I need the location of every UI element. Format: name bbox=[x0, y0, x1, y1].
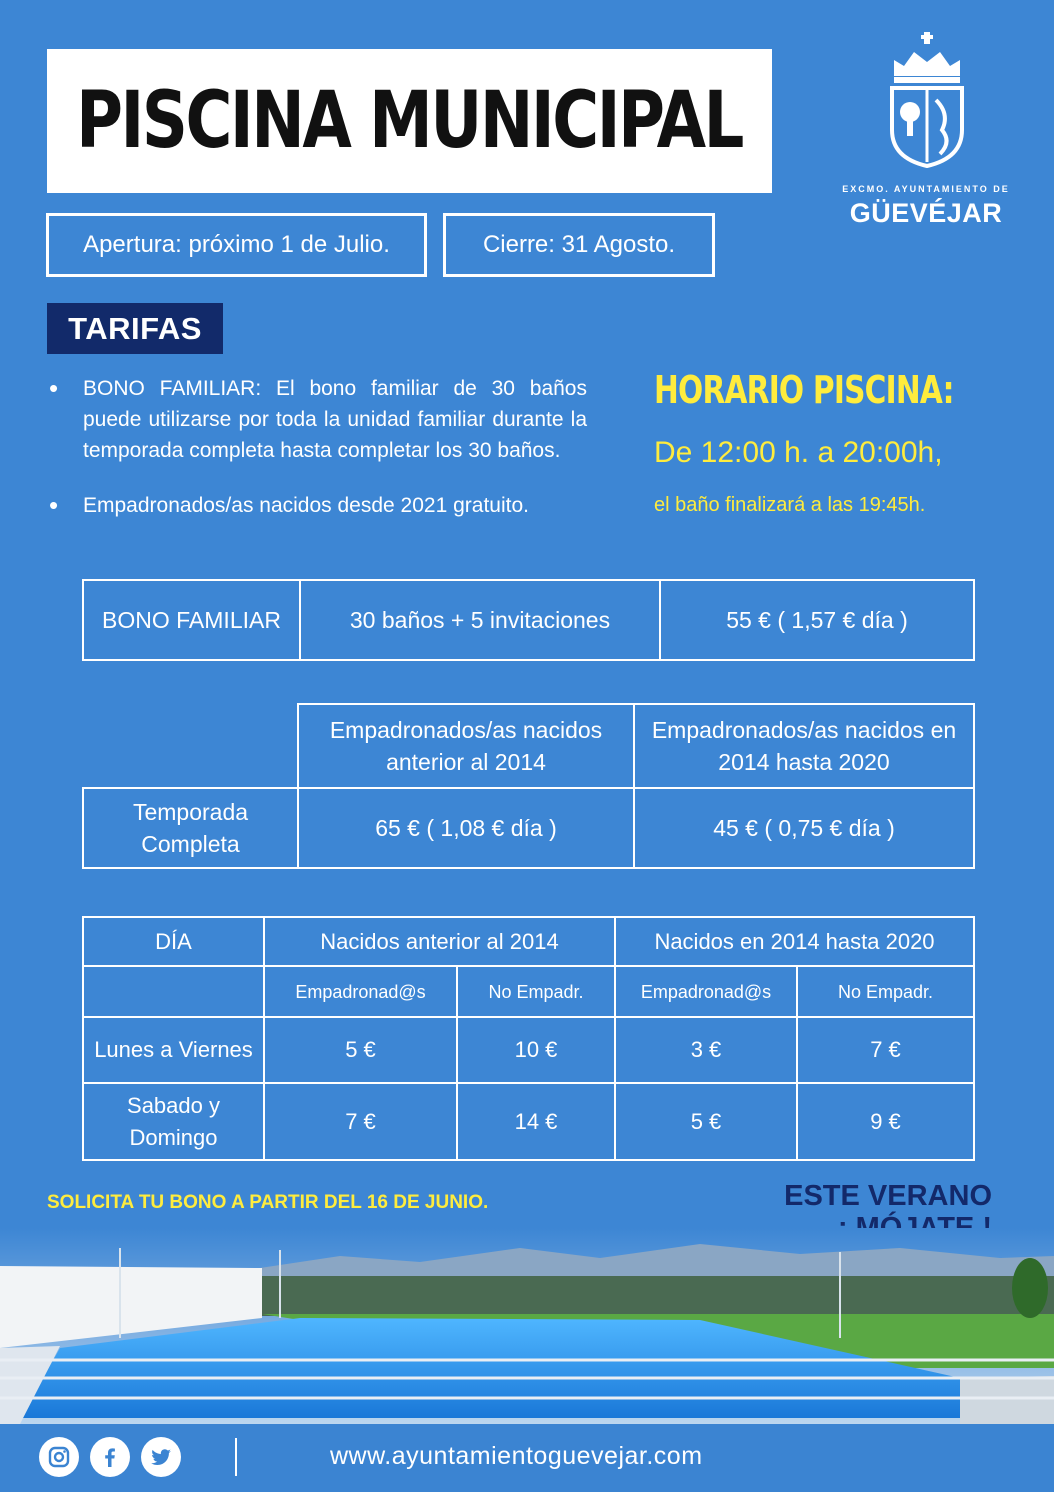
tarifas-label: TARIFAS bbox=[68, 310, 202, 346]
sub-header: Empadronad@s bbox=[264, 966, 457, 1017]
pool-photo bbox=[0, 1228, 1054, 1424]
facebook-icon[interactable] bbox=[90, 1437, 130, 1477]
apertura-text: Apertura: próximo 1 de Julio. bbox=[83, 231, 390, 258]
bullet-text: Empadronados/as nacidos desde 2021 gratuito. bbox=[83, 494, 529, 517]
daily-table bbox=[82, 916, 975, 1161]
horario-note: el baño finalizará a las 19:45h. bbox=[654, 494, 926, 516]
price-cell: 45 € ( 0,75 € día ) bbox=[634, 788, 974, 868]
empty-cell bbox=[83, 704, 298, 788]
price-cell: 10 € bbox=[457, 1017, 615, 1083]
horario-time: De 12:00 h. a 20:00h, bbox=[654, 436, 943, 469]
coat-of-arms-icon bbox=[880, 30, 974, 170]
sub-header: No Empadr. bbox=[797, 966, 974, 1017]
cierre-box bbox=[443, 213, 715, 277]
column-header: Empadronados/as nacidos anterior al 2014 bbox=[298, 704, 634, 788]
tarifas-heading bbox=[47, 303, 223, 354]
sub-header: Empadronad@s bbox=[615, 966, 797, 1017]
solicita-text: SOLICITA TU BONO A PARTIR DEL 16 DE JUNIO. bbox=[47, 1192, 489, 1213]
website-link[interactable]: www.ayuntamientoguevejar.com bbox=[330, 1442, 703, 1470]
bullet-icon: • bbox=[49, 373, 59, 403]
list-item bbox=[47, 373, 587, 466]
table-row bbox=[83, 788, 974, 868]
bono-label: BONO FAMILIAR bbox=[83, 580, 300, 660]
row-label: Temporada Completa bbox=[83, 788, 298, 868]
empty-cell bbox=[83, 966, 264, 1017]
price-cell: 3 € bbox=[615, 1017, 797, 1083]
table-row bbox=[83, 580, 974, 660]
logo-name: GÜEVÉJAR bbox=[849, 198, 1003, 228]
bullet-icon: • bbox=[49, 490, 59, 520]
row-label: Lunes a Viernes bbox=[83, 1017, 264, 1083]
bullet-list bbox=[47, 373, 587, 545]
page-title: PISCINA MUNICIPAL bbox=[76, 76, 743, 166]
cierre-text: Cierre: 31 Agosto. bbox=[482, 231, 676, 258]
price-cell: 5 € bbox=[264, 1017, 457, 1083]
table-row bbox=[83, 1083, 974, 1160]
table-row bbox=[83, 704, 974, 788]
column-header: Empadronados/as nacidos en 2014 hasta 2020 bbox=[634, 704, 974, 788]
instagram-icon[interactable] bbox=[39, 1437, 79, 1477]
horario-title: HORARIO PISCINA: bbox=[654, 368, 954, 412]
logo-subtitle: EXCMO. AYUNTAMIENTO DE bbox=[842, 184, 1010, 194]
bullet-text: BONO FAMILIAR: El bono familiar de 30 baños puede utilizarse por toda la unidad familiar durante la temporada completa hasta completar los 30 baños. bbox=[83, 377, 587, 462]
group-header: Nacidos en 2014 hasta 2020 bbox=[615, 917, 974, 966]
group-header: Nacidos anterior al 2014 bbox=[264, 917, 615, 966]
table-row bbox=[83, 1017, 974, 1083]
apertura-box bbox=[46, 213, 427, 277]
facebook-glyph-icon bbox=[98, 1445, 122, 1469]
twitter-glyph-icon bbox=[149, 1445, 173, 1469]
row-label: Sabado y Domingo bbox=[83, 1083, 264, 1160]
bono-description: 30 baños + 5 invitaciones bbox=[300, 580, 660, 660]
title-box bbox=[47, 49, 772, 193]
price-cell: 7 € bbox=[264, 1083, 457, 1160]
slogan-line1: ESTE VERANO bbox=[784, 1180, 992, 1212]
column-header: DÍA bbox=[83, 917, 264, 966]
table-row bbox=[83, 917, 974, 966]
price-cell: 9 € bbox=[797, 1083, 974, 1160]
instagram-glyph-icon bbox=[47, 1445, 71, 1469]
price-cell: 14 € bbox=[457, 1083, 615, 1160]
price-cell: 5 € bbox=[615, 1083, 797, 1160]
bono-price: 55 € ( 1,57 € día ) bbox=[660, 580, 974, 660]
twitter-icon[interactable] bbox=[141, 1437, 181, 1477]
list-item bbox=[47, 490, 587, 521]
bono-table bbox=[82, 579, 975, 661]
temporada-table bbox=[82, 703, 975, 869]
price-cell: 65 € ( 1,08 € día ) bbox=[298, 788, 634, 868]
footer-divider bbox=[235, 1438, 237, 1476]
sub-header: No Empadr. bbox=[457, 966, 615, 1017]
price-cell: 7 € bbox=[797, 1017, 974, 1083]
table-row bbox=[83, 966, 974, 1017]
